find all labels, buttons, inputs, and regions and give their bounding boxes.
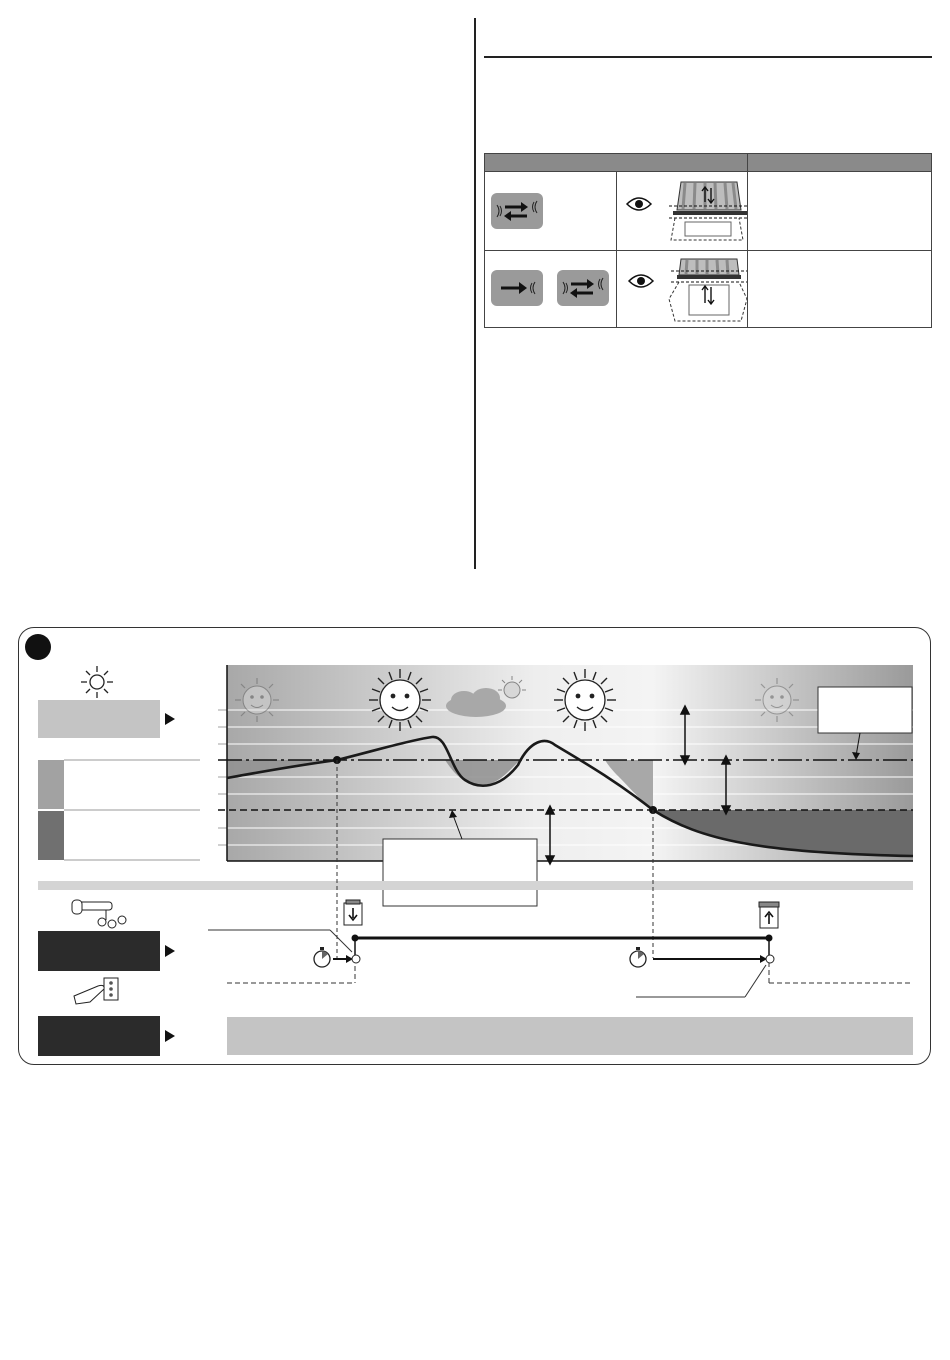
- light-sensor-icon: [72, 900, 126, 928]
- legend-swatch-dark: [38, 811, 64, 860]
- pointer-arrow: [165, 945, 175, 957]
- automatic-mode-box: [38, 931, 160, 971]
- separator-band: [38, 881, 913, 890]
- sun-icon: [81, 666, 113, 698]
- timer-icon: [314, 947, 330, 967]
- awning-down-icon: [344, 900, 362, 925]
- callout-box: [818, 687, 912, 733]
- callout-box: [383, 839, 537, 906]
- light-level-label-box: [38, 700, 160, 738]
- awning-up-icon: [759, 902, 779, 928]
- figure-number-badge: [25, 634, 51, 660]
- legend-swatch-light: [38, 760, 64, 809]
- manual-mode-box: [38, 1016, 160, 1056]
- timer-icon: [630, 947, 646, 967]
- pointer-arrow: [165, 1030, 175, 1042]
- pointer-arrow: [165, 713, 175, 725]
- manual-override-bar: [227, 1017, 913, 1055]
- manual-switch-icon: [74, 978, 118, 1004]
